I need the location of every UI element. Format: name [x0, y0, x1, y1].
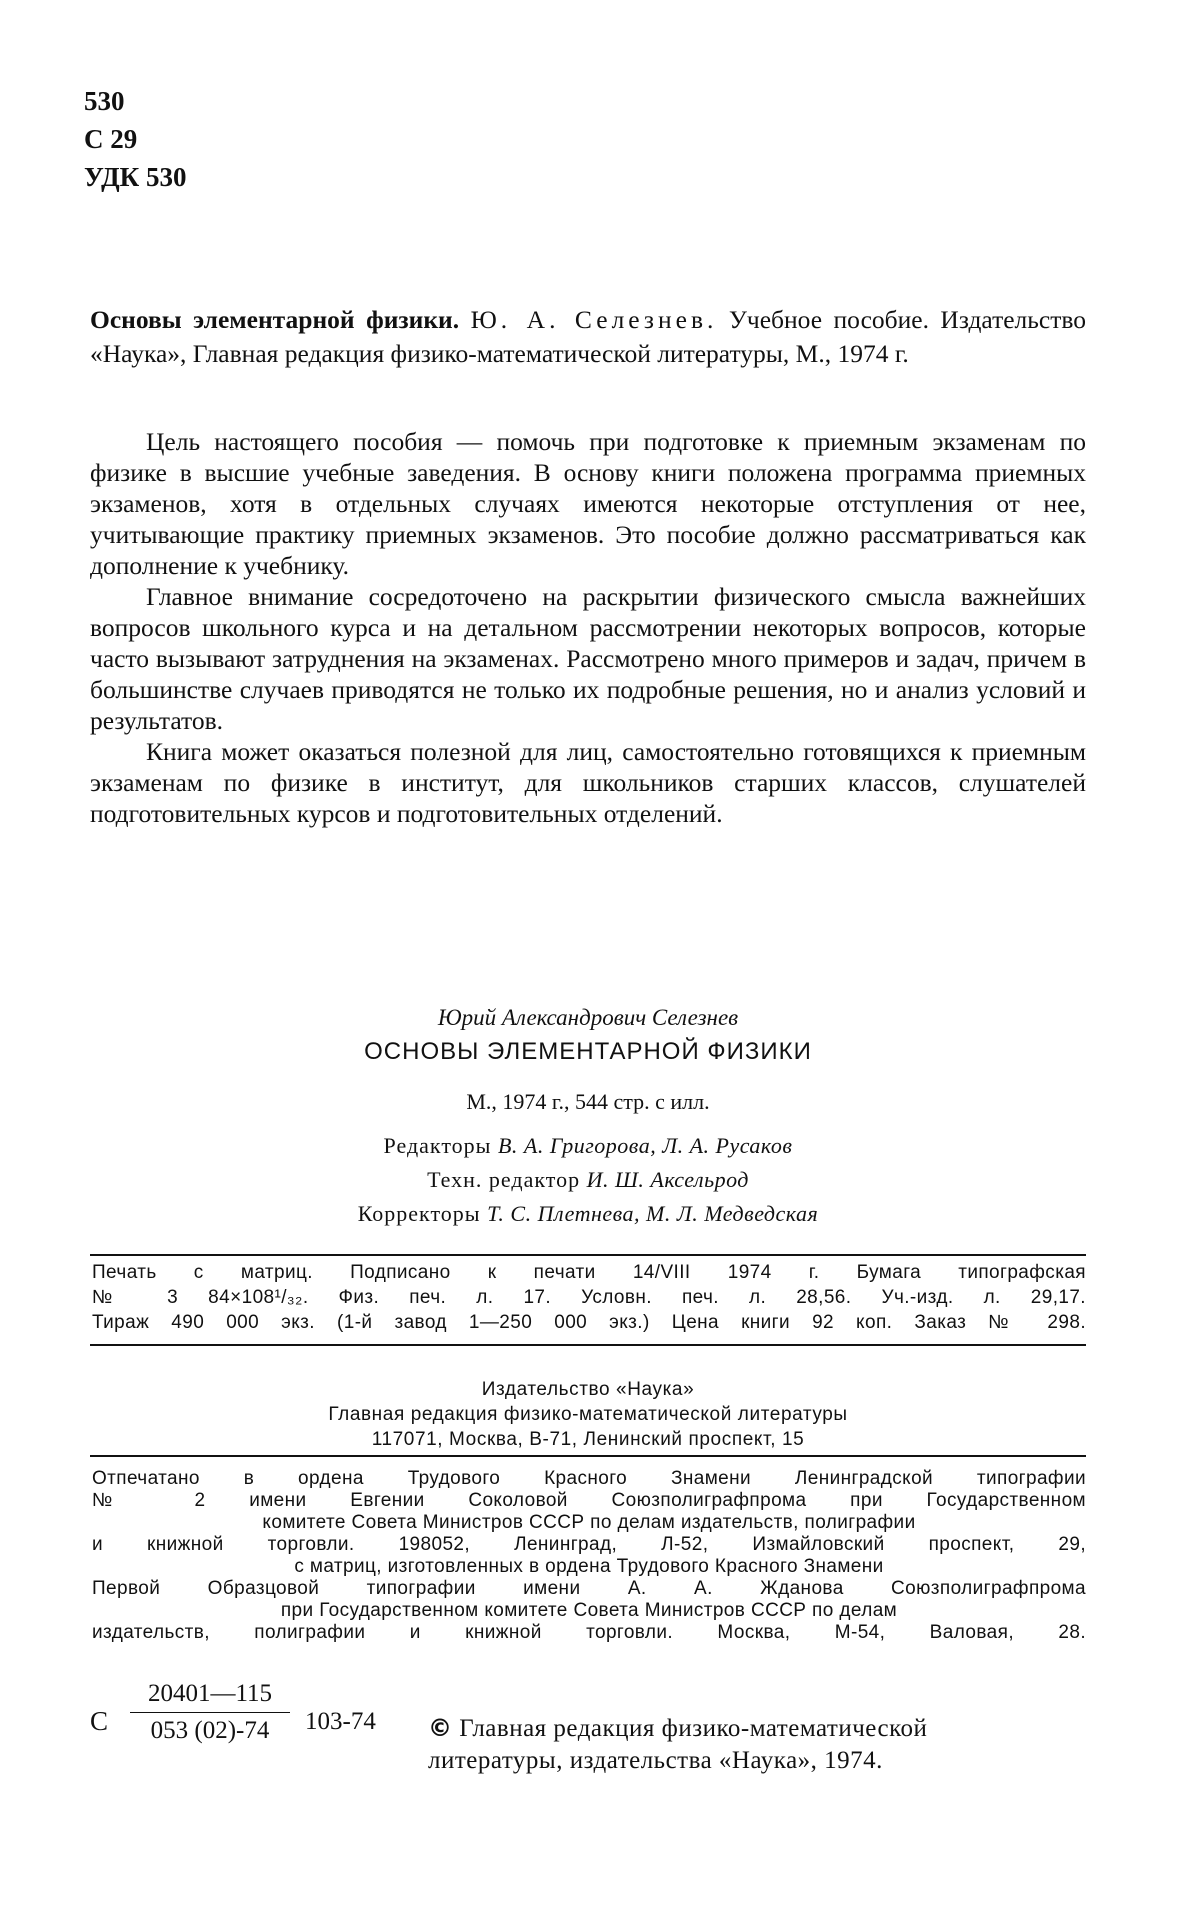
publisher-line-2: Главная редакция физико-математической литературы: [328, 1404, 848, 1425]
printing-line-1: Отпечатано в ордена Трудового Красного Знамени Ленинградской типографии: [92, 1468, 1086, 1489]
printing-line-8: издательств, полиграфии и книжной торговли. Москва, М-54, Валовая, 28.: [92, 1622, 1086, 1643]
bib-author: Ю. А. Селезнев.: [470, 305, 718, 334]
copyright-icon: ©: [428, 1714, 453, 1742]
printing-line-4: и книжной торговли. 198052, Ленинград, Л-52, Измайловский проспект, 29,: [92, 1534, 1086, 1555]
copyright-line-1: [428, 1712, 1088, 1745]
printing-line-3: комитете Совета Министров СССР по делам издательств, полиграфии: [262, 1512, 916, 1533]
publication-index-code: [90, 1678, 420, 1768]
annotation-paragraph-2: Главное внимание сосредоточено на раскрытии физического смысла важнейших вопросов школьного курса и на детальном рассмотрении некоторых вопросов, которые часто вызывают затруднения на экзаменах. Рассмотрено много примеров и задач, причем в большинстве случаев приводятся не только их подробные решения, но и анализ условий и результатов.: [90, 582, 1086, 735]
index-denominator: 053 (02)-74: [150, 1717, 270, 1744]
copyright-text-1: Главная редакция физико-математической: [459, 1715, 928, 1742]
copyright-notice: [428, 1712, 1088, 1777]
tech-editor-label: Техн. редактор: [427, 1167, 581, 1192]
author-full-name: Юрий Александрович Селезнев: [437, 1005, 739, 1030]
author-sign: С 29: [84, 124, 138, 154]
annotation-paragraph-1: Цель настоящего пособия — помочь при подготовке к приемным экзаменам по физике в высшие учебные заведения. В основу книги положена программа приемных экзаменов, хотя в отдельных случаях имеются некоторые отступления от нее, учитывающие практику приемных экзаменов. Это пособие должно рассматриваться как дополнение к учебнику.: [90, 427, 1086, 580]
publisher-line-3: 117071, Москва, В-71, Ленинский проспект, 15: [371, 1429, 805, 1450]
colophon: [90, 1003, 1086, 1231]
print-details-line-1: Печать с матриц. Подписано к печати 14/VIII 1974 г. Бумага типографская: [92, 1262, 1086, 1283]
annotation-paragraph-3: Книга может оказаться полезной для лиц, самостоятельно готовящихся к приемным экзаменам по физике в институт, для школьников старших классов, слушателей подготовительных курсов и подготовительных отделений.: [90, 737, 1086, 828]
print-details-line-3: Тираж 490 000 экз. (1-й завод 1—250 000 экз.) Цена книги 92 коп. Заказ № 298.: [92, 1312, 1086, 1333]
editors-label: Редакторы: [383, 1133, 492, 1158]
bbk-code: 530: [84, 86, 125, 116]
udc-code: УДК 530: [84, 162, 187, 192]
classification-codes: [84, 82, 187, 196]
printing-line-2: № 2 имени Евгении Соколовой Союзполиграфпрома при Государственном: [92, 1490, 1086, 1511]
proofreaders-label: Корректоры: [357, 1201, 481, 1226]
printing-line-5: с матриц, изготовленных в ордена Трудового Красного Знамени: [294, 1556, 884, 1577]
fraction-bar: [130, 1712, 290, 1713]
index-fraction: [130, 1678, 290, 1747]
bibliographic-description: [90, 303, 1086, 371]
proofreaders-names: Т. С. Плетнева, М. Л. Медведская: [487, 1201, 819, 1226]
editors-names: В. А. Григорова, Л. А. Русаков: [497, 1133, 793, 1158]
index-letter: С: [90, 1706, 109, 1736]
annotation: [90, 426, 1086, 829]
divider-rule: [90, 1344, 1086, 1346]
bib-title: Основы элементарной физики.: [90, 305, 460, 334]
publication-info: М., 1974 г., 544 стр. с илл.: [466, 1089, 710, 1114]
printing-house-info: [92, 1468, 1086, 1644]
index-code-number: 103-74: [305, 1708, 376, 1735]
printing-line-7: при Государственном комитете Совета Министров СССР по делам: [280, 1600, 898, 1621]
index-numerator: 20401—115: [147, 1680, 273, 1707]
tech-editor-name: И. Ш. Аксельрод: [586, 1167, 749, 1192]
book-title: ОСНОВЫ ЭЛЕМЕНТАРНОЙ ФИЗИКИ: [364, 1038, 812, 1065]
publisher-line-1: Издательство «Наука»: [481, 1379, 695, 1400]
printing-line-6: Первой Образцовой типографии имени А. А. Жданова Союзполиграфпрома: [92, 1578, 1086, 1599]
tech-editor-line: [90, 1163, 1086, 1197]
editors-line: [90, 1129, 1086, 1163]
print-details: [92, 1260, 1086, 1335]
print-details-line-2: № 3 84×108¹/₃₂. Физ. печ. л. 17. Условн. печ. л. 28,56. Уч.-изд. л. 29,17.: [92, 1287, 1086, 1308]
bib-rest: Учебное пособие. Издательство «Наука», Главная редакция физико-математической литературы, М., 1974 г.: [90, 305, 1086, 368]
copyright-text-2: литературы, издательства «Наука», 1974.: [428, 1747, 883, 1774]
divider-rule: [90, 1254, 1086, 1256]
divider-rule: [90, 1455, 1086, 1457]
proofreaders-line: [90, 1197, 1086, 1231]
publisher-info: [90, 1377, 1086, 1452]
